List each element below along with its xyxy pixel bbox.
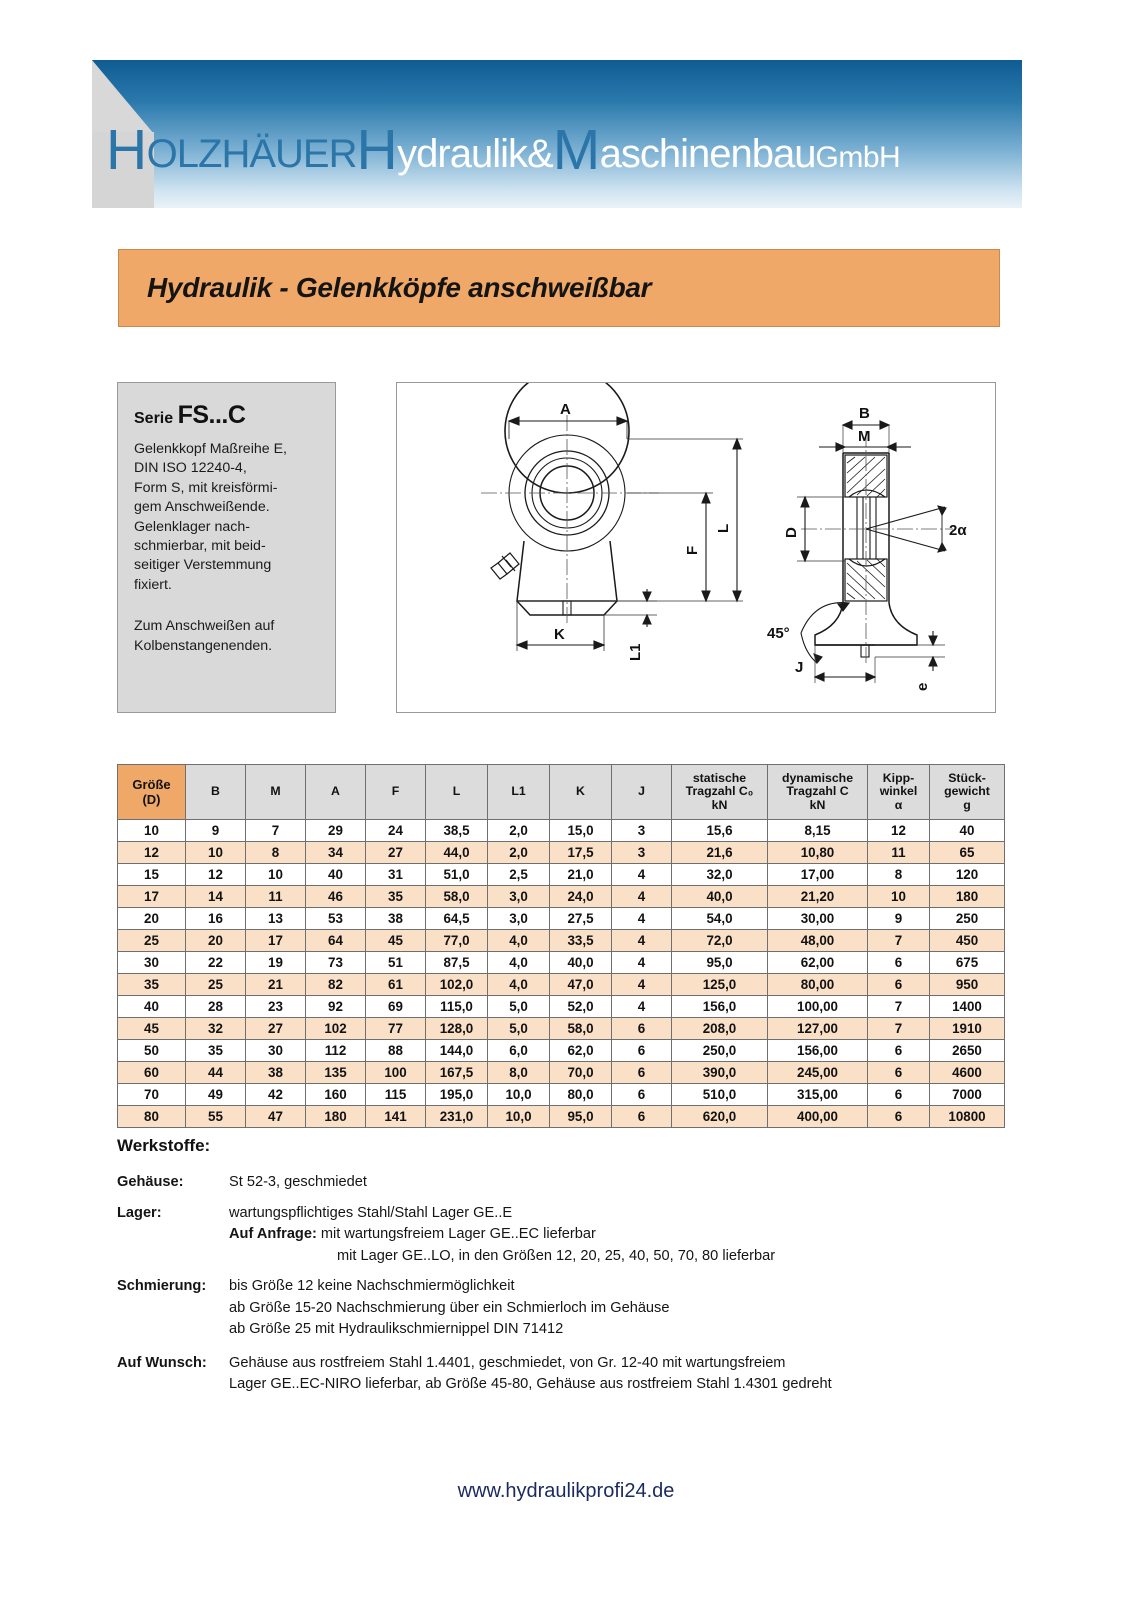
table-cell: 19: [246, 952, 306, 974]
desc-line: schmierbar, mit beid-: [134, 538, 266, 555]
table-cell: 95,0: [550, 1106, 612, 1128]
table-cell: 4: [612, 930, 672, 952]
materials-row-gehaeuse: [117, 1172, 1007, 1194]
table-cell: 6: [868, 1040, 930, 1062]
weight-l3: g: [963, 797, 971, 812]
table-cell: 42: [246, 1084, 306, 1106]
table-cell: 115: [366, 1084, 426, 1106]
table-cell: 48,00: [768, 930, 868, 952]
table-cell: 3: [612, 820, 672, 842]
table-cell: 20: [186, 930, 246, 952]
table-cell: 16: [186, 908, 246, 930]
series-description-text: [134, 440, 319, 656]
table-cell: 231,0: [426, 1106, 488, 1128]
table-cell: 127,00: [768, 1018, 868, 1040]
materials-label-auf-wunsch: Auf Wunsch:: [117, 1354, 207, 1371]
table-cell: 2,5: [488, 864, 550, 886]
materials-heading: Werkstoffe:: [117, 1136, 211, 1155]
table-cell: 102: [306, 1018, 366, 1040]
table-cell: 675: [930, 952, 1005, 974]
materials-row-lager: [117, 1203, 1007, 1268]
table-cell: 80,0: [550, 1084, 612, 1106]
table-cell: 44: [186, 1062, 246, 1084]
table-cell: 180: [306, 1106, 366, 1128]
table-cell: 61: [366, 974, 426, 996]
table-cell: 128,0: [426, 1018, 488, 1040]
table-cell: 4,0: [488, 930, 550, 952]
static-load-l1: statische: [692, 771, 747, 786]
wunsch-line-2: Lager GE..EC-NIRO lieferbar, ab Größe 45-80, Gehäuse aus rostfreiem Stahl 1.4301 gedreht: [229, 1376, 832, 1392]
table-row: [118, 1084, 1005, 1106]
table-cell: 92: [306, 996, 366, 1018]
materials-row-auf-wunsch: [117, 1353, 1007, 1396]
table-cell: 44,0: [426, 842, 488, 864]
table-cell: 40,0: [672, 886, 768, 908]
table-cell: 15,6: [672, 820, 768, 842]
table-cell: 11: [868, 842, 930, 864]
table-cell: 3: [612, 842, 672, 864]
table-cell: 12: [868, 820, 930, 842]
table-cell: 112: [306, 1040, 366, 1062]
table-cell: 32: [186, 1018, 246, 1040]
table-cell: 25: [186, 974, 246, 996]
table-cell: 29: [306, 820, 366, 842]
table-cell: 38,5: [426, 820, 488, 842]
table-cell: 102,0: [426, 974, 488, 996]
table-cell: 7000: [930, 1084, 1005, 1106]
table-cell: 52,0: [550, 996, 612, 1018]
specification-table: [117, 764, 1005, 1128]
table-cell: 72,0: [672, 930, 768, 952]
table-cell: 17,5: [550, 842, 612, 864]
table-cell: 38: [246, 1062, 306, 1084]
cell-size: 50: [118, 1040, 186, 1062]
table-cell: 32,0: [672, 864, 768, 886]
table-cell: 950: [930, 974, 1005, 996]
table-cell: 70,0: [550, 1062, 612, 1084]
table-cell: 144,0: [426, 1040, 488, 1062]
company-header-banner: [92, 60, 1022, 208]
table-cell: 33,5: [550, 930, 612, 952]
cell-size: 45: [118, 1018, 186, 1040]
table-cell: 3,0: [488, 908, 550, 930]
schmierung-line-3: ab Größe 25 mit Hydraulikschmiernippel DIN 71412: [229, 1321, 564, 1337]
footer-website-url[interactable]: www.hydraulikprofi24.de: [457, 1480, 675, 1502]
tilt-angle-l2: winkel: [879, 784, 918, 799]
desc-line: Kolbenstangenenden.: [134, 637, 273, 654]
desc-line: seitiger Verstemmung: [134, 557, 272, 574]
col-header-b: B: [186, 765, 246, 820]
company-logo-text: [106, 118, 1022, 182]
technical-drawing-box: [396, 382, 996, 713]
table-cell: 80,00: [768, 974, 868, 996]
table-cell: 10: [186, 842, 246, 864]
table-cell: 13: [246, 908, 306, 930]
table-row: [118, 820, 1005, 842]
table-cell: 2,0: [488, 820, 550, 842]
series-description-box: [117, 382, 336, 713]
table-cell: 35: [186, 1040, 246, 1062]
table-cell: 82: [306, 974, 366, 996]
cell-size: 70: [118, 1084, 186, 1106]
desc-line: DIN ISO 12240-4,: [134, 460, 247, 477]
table-cell: 4: [612, 886, 672, 908]
series-code: FS...C: [177, 401, 246, 429]
cell-size: 80: [118, 1106, 186, 1128]
logo-cap-h2: H: [356, 118, 398, 182]
table-cell: 4: [612, 996, 672, 1018]
table-cell: 38: [366, 908, 426, 930]
cell-size: 15: [118, 864, 186, 886]
page-title: Hydraulik - Gelenkköpfe anschweißbar: [147, 272, 652, 303]
table-cell: 49: [186, 1084, 246, 1106]
table-cell: 51,0: [426, 864, 488, 886]
table-cell: 10: [868, 886, 930, 908]
table-cell: 10,0: [488, 1084, 550, 1106]
table-row: [118, 1040, 1005, 1062]
lager-line-2: [229, 1224, 1007, 1246]
cell-size: 25: [118, 930, 186, 952]
table-cell: 21,20: [768, 886, 868, 908]
col-header-weight: [930, 765, 1005, 820]
desc-line: Form S, mit kreisförmi-: [134, 479, 278, 496]
cell-size: 12: [118, 842, 186, 864]
dynamic-load-l3: kN: [809, 797, 826, 812]
col-header-groesse-l1: Größe: [132, 777, 171, 792]
table-cell: 27: [366, 842, 426, 864]
series-heading: [134, 401, 319, 430]
materials-value-gehaeuse: [229, 1172, 1007, 1194]
table-cell: 4: [612, 864, 672, 886]
table-cell: 6: [612, 1106, 672, 1128]
table-cell: 28: [186, 996, 246, 1018]
lager-on-request-text: mit wartungsfreiem Lager GE..EC lieferbar: [316, 1226, 596, 1242]
table-cell: 195,0: [426, 1084, 488, 1106]
table-cell: 55: [186, 1106, 246, 1128]
table-cell: 73: [306, 952, 366, 974]
cell-size: 40: [118, 996, 186, 1018]
table-row: [118, 864, 1005, 886]
table-cell: 7: [868, 1018, 930, 1040]
dim-label-M: M: [858, 428, 871, 445]
tilt-angle-l1: Kipp-: [882, 771, 915, 786]
logo-word-gmbh: GmbH: [815, 141, 901, 174]
table-cell: 100,00: [768, 996, 868, 1018]
logo-ampersand: &: [527, 132, 553, 176]
materials-label-lager: Lager:: [117, 1204, 162, 1221]
col-header-tilt-angle: [868, 765, 930, 820]
table-cell: 7: [868, 996, 930, 1018]
series-label: Serie: [134, 410, 174, 427]
col-header-j: J: [612, 765, 672, 820]
table-row: [118, 952, 1005, 974]
table-cell: 180: [930, 886, 1005, 908]
logo-cap-m: M: [552, 118, 600, 182]
col-header-l: L: [426, 765, 488, 820]
table-cell: 6: [612, 1018, 672, 1040]
table-cell: 115,0: [426, 996, 488, 1018]
table-cell: 400,00: [768, 1106, 868, 1128]
table-cell: 620,0: [672, 1106, 768, 1128]
table-cell: 46: [306, 886, 366, 908]
table-cell: 120: [930, 864, 1005, 886]
table-cell: 6: [868, 952, 930, 974]
dim-label-A: A: [560, 401, 571, 418]
table-row: [118, 1018, 1005, 1040]
desc-line: Gelenkkopf Maßreihe E,: [134, 441, 287, 457]
table-cell: 21,6: [672, 842, 768, 864]
table-cell: 31: [366, 864, 426, 886]
logo-word-holzhauer: OLZHÄUER: [146, 132, 357, 176]
cell-size: 35: [118, 974, 186, 996]
table-cell: 510,0: [672, 1084, 768, 1106]
cell-size: 30: [118, 952, 186, 974]
table-cell: 62,00: [768, 952, 868, 974]
lager-line-1: wartungspflichtiges Stahl/Stahl Lager GE..E: [229, 1204, 513, 1221]
dim-label-J: J: [795, 659, 804, 676]
table-row: [118, 1062, 1005, 1084]
materials-label-gehaeuse: Gehäuse:: [117, 1174, 184, 1190]
dim-label-45: 45°: [767, 625, 790, 642]
table-header-row: [118, 765, 1005, 820]
dim-label-K: K: [554, 626, 565, 643]
table-cell: 64,5: [426, 908, 488, 930]
table-cell: 208,0: [672, 1018, 768, 1040]
desc-line: gem Anschweißende.: [134, 499, 270, 516]
table-cell: 27: [246, 1018, 306, 1040]
table-cell: 6: [868, 1062, 930, 1084]
table-cell: 4: [612, 908, 672, 930]
table-cell: 40: [306, 864, 366, 886]
cell-size: 20: [118, 908, 186, 930]
table-cell: 34: [306, 842, 366, 864]
table-cell: 7: [868, 930, 930, 952]
table-cell: 14: [186, 886, 246, 908]
table-cell: 88: [366, 1040, 426, 1062]
table-cell: 6: [612, 1062, 672, 1084]
dim-label-D: D: [783, 527, 800, 538]
dim-label-F: F: [684, 545, 701, 555]
table-cell: 27,5: [550, 908, 612, 930]
table-row: [118, 930, 1005, 952]
table-cell: 167,5: [426, 1062, 488, 1084]
desc-line: Zum Anschweißen auf: [134, 618, 275, 635]
table-cell: 450: [930, 930, 1005, 952]
logo-cap-h1: H: [106, 118, 147, 182]
table-cell: 21: [246, 974, 306, 996]
table-cell: 8,15: [768, 820, 868, 842]
table-body: [118, 820, 1005, 1128]
table-cell: 2,0: [488, 842, 550, 864]
table-row: [118, 908, 1005, 930]
table-cell: 22: [186, 952, 246, 974]
materials-value-schmierung: [229, 1276, 1007, 1341]
logo-word-maschinenbau: aschinenbau: [599, 132, 816, 176]
lager-on-request-label: Auf Anfrage:: [229, 1226, 317, 1242]
table-cell: 5,0: [488, 996, 550, 1018]
static-load-l3: kN: [711, 797, 728, 812]
schmierung-line-1: bis Größe 12 keine Nachschmiermöglichkeit: [229, 1278, 515, 1294]
weight-l2: gewicht: [944, 784, 990, 799]
table-cell: 100: [366, 1062, 426, 1084]
dim-label-L1: L1: [627, 643, 644, 661]
dynamic-load-l2: Tragzahl C: [786, 784, 849, 799]
table-cell: 2650: [930, 1040, 1005, 1062]
table-cell: 3,0: [488, 886, 550, 908]
wunsch-line-1: Gehäuse aus rostfreiem Stahl 1.4401, geschmiedet, von Gr. 12-40 mit wartungsfreiem: [229, 1354, 786, 1371]
table-cell: 6,0: [488, 1040, 550, 1062]
table-cell: 69: [366, 996, 426, 1018]
col-header-f: F: [366, 765, 426, 820]
table-cell: 77,0: [426, 930, 488, 952]
dim-label-e: e: [914, 682, 931, 691]
table-cell: 6: [868, 974, 930, 996]
col-header-m: M: [246, 765, 306, 820]
table-cell: 17: [246, 930, 306, 952]
table-cell: 8: [868, 864, 930, 886]
table-cell: 5,0: [488, 1018, 550, 1040]
table-cell: 21,0: [550, 864, 612, 886]
desc-line: Gelenklager nach-: [134, 518, 250, 535]
table-cell: 6: [868, 1084, 930, 1106]
table-cell: 7: [246, 820, 306, 842]
table-cell: 160: [306, 1084, 366, 1106]
dim-label-2alpha: 2α: [949, 522, 967, 539]
materials-value-auf-wunsch: [229, 1353, 1007, 1396]
table-cell: 8,0: [488, 1062, 550, 1084]
table-cell: 62,0: [550, 1040, 612, 1062]
table-cell: 10800: [930, 1106, 1005, 1128]
table-cell: 10: [246, 864, 306, 886]
dim-label-B: B: [859, 405, 870, 422]
cell-size: 60: [118, 1062, 186, 1084]
desc-spacer: [134, 595, 319, 617]
table-cell: 250,0: [672, 1040, 768, 1062]
table-cell: 51: [366, 952, 426, 974]
table-cell: 1400: [930, 996, 1005, 1018]
materials-block: [117, 1172, 1007, 1405]
col-header-groesse: [118, 765, 186, 820]
col-header-a: A: [306, 765, 366, 820]
table-cell: 4,0: [488, 974, 550, 996]
dim-label-L: L: [715, 523, 732, 533]
col-header-k: K: [550, 765, 612, 820]
table-cell: 1910: [930, 1018, 1005, 1040]
table-cell: 6: [612, 1084, 672, 1106]
table-cell: 4600: [930, 1062, 1005, 1084]
table-cell: 6: [612, 1040, 672, 1062]
table-cell: 10,80: [768, 842, 868, 864]
table-cell: 315,00: [768, 1084, 868, 1106]
table-cell: 40,0: [550, 952, 612, 974]
table-cell: 24,0: [550, 886, 612, 908]
table-cell: 4: [612, 952, 672, 974]
table-cell: 11: [246, 886, 306, 908]
table-cell: 4: [612, 974, 672, 996]
technical-drawing-svg: [397, 383, 995, 712]
col-header-static-load: [672, 765, 768, 820]
table-cell: 9: [186, 820, 246, 842]
table-cell: 77: [366, 1018, 426, 1040]
table-cell: 245,00: [768, 1062, 868, 1084]
table-cell: 156,0: [672, 996, 768, 1018]
table-cell: 156,00: [768, 1040, 868, 1062]
lager-line-3: mit Lager GE..LO, in den Größen 12, 20, 25, 40, 50, 70, 80 lieferbar: [337, 1247, 776, 1264]
materials-label-schmierung: Schmierung:: [117, 1278, 207, 1294]
table-cell: 30,00: [768, 908, 868, 930]
table-cell: 125,0: [672, 974, 768, 996]
cell-size: 10: [118, 820, 186, 842]
table-cell: 58,0: [550, 1018, 612, 1040]
table-cell: 58,0: [426, 886, 488, 908]
table-cell: 47,0: [550, 974, 612, 996]
table-cell: 45: [366, 930, 426, 952]
table-cell: 24: [366, 820, 426, 842]
col-header-l1: L1: [488, 765, 550, 820]
materials-value-lager: [229, 1203, 1007, 1268]
table-cell: 6: [868, 1106, 930, 1128]
table-cell: 95,0: [672, 952, 768, 974]
col-header-dynamic-load: [768, 765, 868, 820]
table-cell: 15,0: [550, 820, 612, 842]
table-row: [118, 1106, 1005, 1128]
desc-line: fixiert.: [134, 576, 172, 593]
table-cell: 4,0: [488, 952, 550, 974]
table-cell: 12: [186, 864, 246, 886]
table-cell: 30: [246, 1040, 306, 1062]
table-cell: 141: [366, 1106, 426, 1128]
table-cell: 390,0: [672, 1062, 768, 1084]
cell-size: 17: [118, 886, 186, 908]
table-cell: 53: [306, 908, 366, 930]
table-cell: 54,0: [672, 908, 768, 930]
table-cell: 47: [246, 1106, 306, 1128]
schmierung-line-2: ab Größe 15-20 Nachschmierung über ein Schmierloch im Gehäuse: [229, 1299, 670, 1316]
dynamic-load-l1: dynamische: [781, 771, 854, 786]
table-cell: 8: [246, 842, 306, 864]
gehaeuse-line-1: St 52-3, geschmiedet: [229, 1174, 367, 1190]
static-load-l2: Tragzahl C₀: [685, 784, 754, 799]
table-cell: 250: [930, 908, 1005, 930]
col-header-groesse-l2: (D): [142, 792, 161, 807]
materials-row-schmierung: [117, 1276, 1007, 1341]
table-cell: 9: [868, 908, 930, 930]
table-row: [118, 974, 1005, 996]
logo-word-hydraulik: ydraulik: [397, 132, 527, 176]
table-cell: 64: [306, 930, 366, 952]
table-cell: 35: [366, 886, 426, 908]
table-cell: 23: [246, 996, 306, 1018]
table-cell: 87,5: [426, 952, 488, 974]
table-cell: 10,0: [488, 1106, 550, 1128]
page-title-bar: [118, 249, 1000, 327]
table-row: [118, 842, 1005, 864]
weight-l1: Stück-: [948, 771, 986, 786]
table-cell: 65: [930, 842, 1005, 864]
table-row: [118, 996, 1005, 1018]
tilt-angle-l3: α: [894, 797, 903, 812]
table-cell: 40: [930, 820, 1005, 842]
table-cell: 135: [306, 1062, 366, 1084]
table-row: [118, 886, 1005, 908]
table-cell: 17,00: [768, 864, 868, 886]
